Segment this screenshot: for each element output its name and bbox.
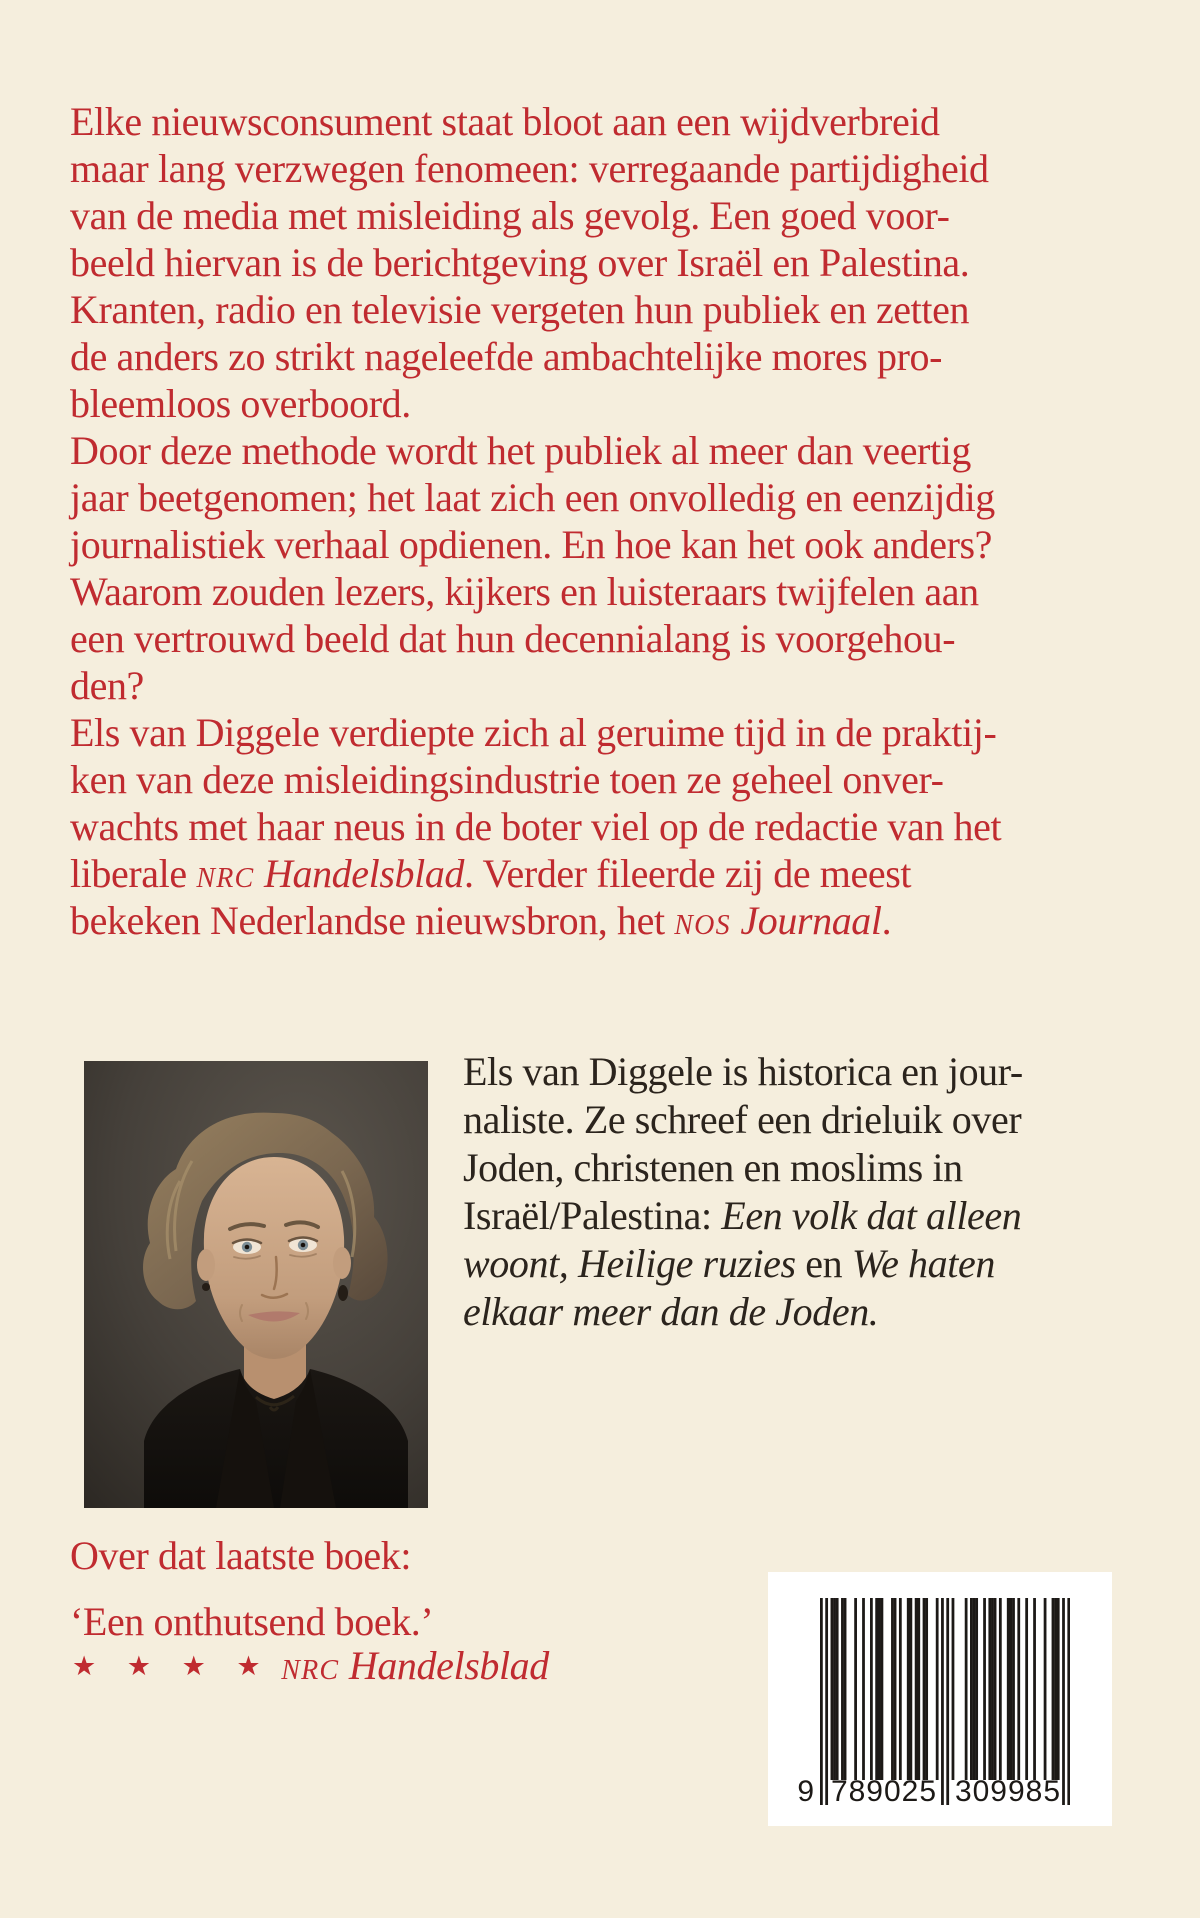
text-line: bekeken Nederlandse nieuwsbron, het nos Journaal. [70,898,892,943]
ear [197,1249,215,1281]
text-line: de anders zo strikt nageleefde ambachtelijke mores pro- [70,334,943,379]
barcode-digit-first: 9 [797,1775,814,1808]
review-rating-line [72,1642,549,1691]
text-line: maar lang verzwegen fenomeen: verregaande partijdigheid [70,146,989,191]
text-line: een vertrouwd beeld dat hun decennialang is voorgehou- [70,616,956,661]
text-line: wachts met haar neus in de boter viel op de redactie van het [70,804,1002,849]
text-line: jaar beetgenomen; het laat zich een onvolledig en eenzijdig [70,475,995,520]
author-bio [463,1048,1023,1336]
text-line: woont, Heilige ruzies en We haten [463,1241,995,1286]
text-line: journalistiek verhaal opdienen. En hoe kan het ook anders? [70,522,993,567]
text-line: Joden, christenen en moslims in [463,1145,963,1190]
text-line: ken van deze misleidingsindustrie toen ze geheel onver- [70,757,944,802]
barcode-digits-left: 789025 [830,1775,938,1808]
text-line: Els van Diggele is historica en jour- [463,1049,1023,1094]
four-stars-rating: ★ ★ ★ ★ [72,1651,272,1682]
text-line: liberale nrc Handelsblad. Verder fileerde zij de meest [70,851,912,896]
text-line: naliste. Ze schreef een drieluik over [463,1097,1022,1142]
barcode-bars [820,1598,1070,1805]
text-line: Kranten, radio en televisie vergeten hun publiek en zetten [70,287,970,332]
ear [333,1247,351,1279]
review-source: nrc Handelsblad [281,1643,549,1688]
blurb-text [70,98,1001,944]
text-line: Door deze methode wordt het publiek al meer dan veertig [70,428,971,473]
barcode-digits-right: 309985 [954,1775,1062,1808]
text-line: Waarom zouden lezers, kijkers en luisteraars twijfelen aan [70,569,979,614]
earring [202,1283,210,1291]
text-line: den? [70,663,144,708]
text-line: beeld hiervan is de berichtgeving over Israël en Palestina. [70,240,970,285]
author-photo [84,1061,428,1508]
text-line: Israël/Palestina: Een volk dat alleen [463,1193,1022,1238]
text-line: van de media met misleiding als gevolg. Een goed voor- [70,193,950,238]
earring [338,1285,348,1301]
text-line: Elke nieuwsconsument staat bloot aan een wijdverbreid [70,99,940,144]
text-line: bleemloos overboord. [70,381,411,426]
text-line: elkaar meer dan de Joden. [463,1289,879,1334]
isbn-barcode [768,1572,1112,1826]
review-heading: Over dat laatste boek: [70,1533,412,1578]
text-line: Els van Diggele verdiepte zich al geruime tijd in de praktij- [70,710,997,755]
review-quote: ‘Een onthutsend boek.’ [70,1599,434,1644]
